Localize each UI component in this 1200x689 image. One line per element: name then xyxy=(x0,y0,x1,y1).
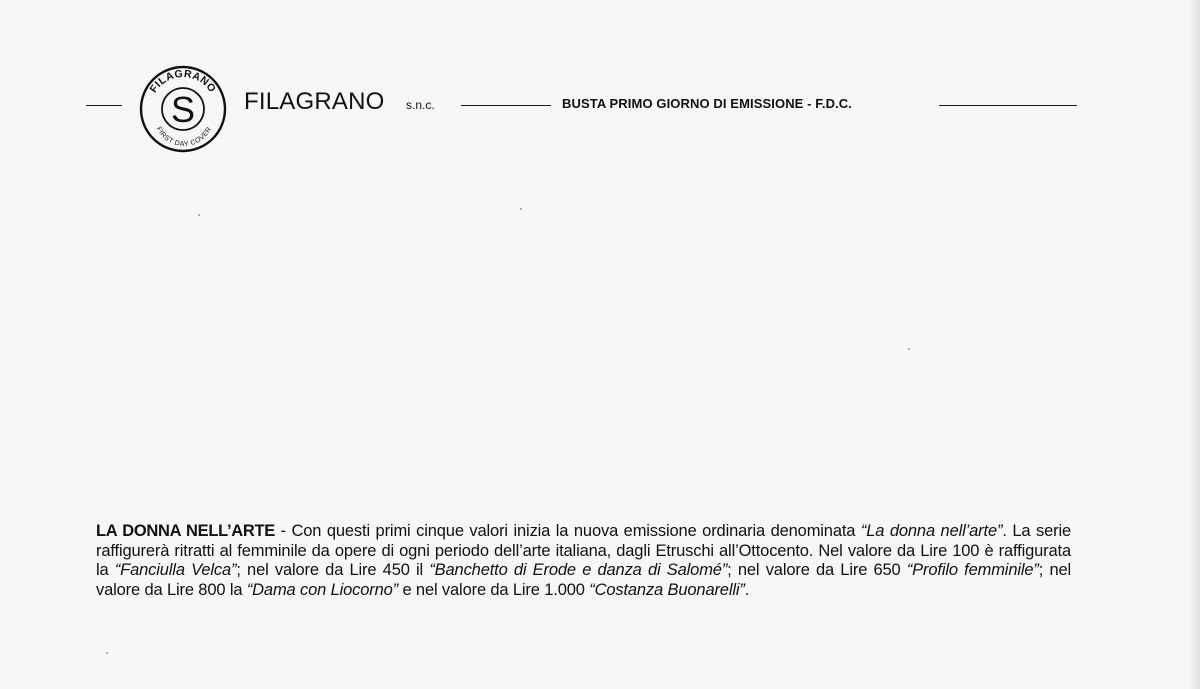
cover-label: BUSTA PRIMO GIORNO DI EMISSIONE - F.D.C. xyxy=(562,96,853,111)
paper-speck xyxy=(520,208,522,210)
header-rule-right xyxy=(939,105,1077,106)
description-text: ; nel valore da Lire 450 il xyxy=(236,561,430,579)
description-text: . xyxy=(744,580,750,599)
brand-suffix: s.n.c. xyxy=(406,98,435,112)
description-text: e nel valore da Lire 1.000 xyxy=(398,580,590,599)
filagrano-logo-seal xyxy=(138,64,228,154)
issue-description xyxy=(96,522,1071,600)
description-text: ; nel valore da Lire 800 la xyxy=(96,561,1072,599)
header-rule-middle xyxy=(461,105,551,106)
card-header xyxy=(0,0,1200,200)
paper-speck xyxy=(198,214,200,216)
paper-speck xyxy=(106,652,108,654)
description-lead: LA DONNA NELL’ARTE xyxy=(96,522,275,540)
svg-text:FIRST DAY COVER: FIRST DAY COVER xyxy=(154,125,214,149)
artwork-title: “Costanza Buonarelli” xyxy=(589,580,745,599)
artwork-title: “La donna nell’arte” xyxy=(860,522,1003,540)
description-text: . La serie raffigurerà ritratti al femminile da opere di ogni periodo dell’arte italiana, dagli Etruschi all’Ottocento. Nel valore da Lire 100 è raffigurata la xyxy=(96,522,1071,579)
artwork-title: “Dama con Liocorno” xyxy=(246,580,399,599)
brand-name: FILAGRANO xyxy=(244,88,385,115)
svg-text:S: S xyxy=(170,89,196,130)
svg-text:FILAGRANO: FILAGRANO xyxy=(147,67,219,96)
artwork-title: “Fanciulla Velca” xyxy=(114,561,237,579)
paper-speck xyxy=(908,348,910,350)
artwork-title: “Banchetto di Erode e danza di Salomé” xyxy=(429,561,728,579)
artwork-title: “Profilo femminile” xyxy=(906,561,1039,579)
description-text: - Con questi primi cinque valori inizia la nuova emissione ordinaria denominata xyxy=(274,522,861,540)
description-text: ; nel valore da Lire 650 xyxy=(727,561,907,579)
header-rule-left xyxy=(86,105,122,106)
